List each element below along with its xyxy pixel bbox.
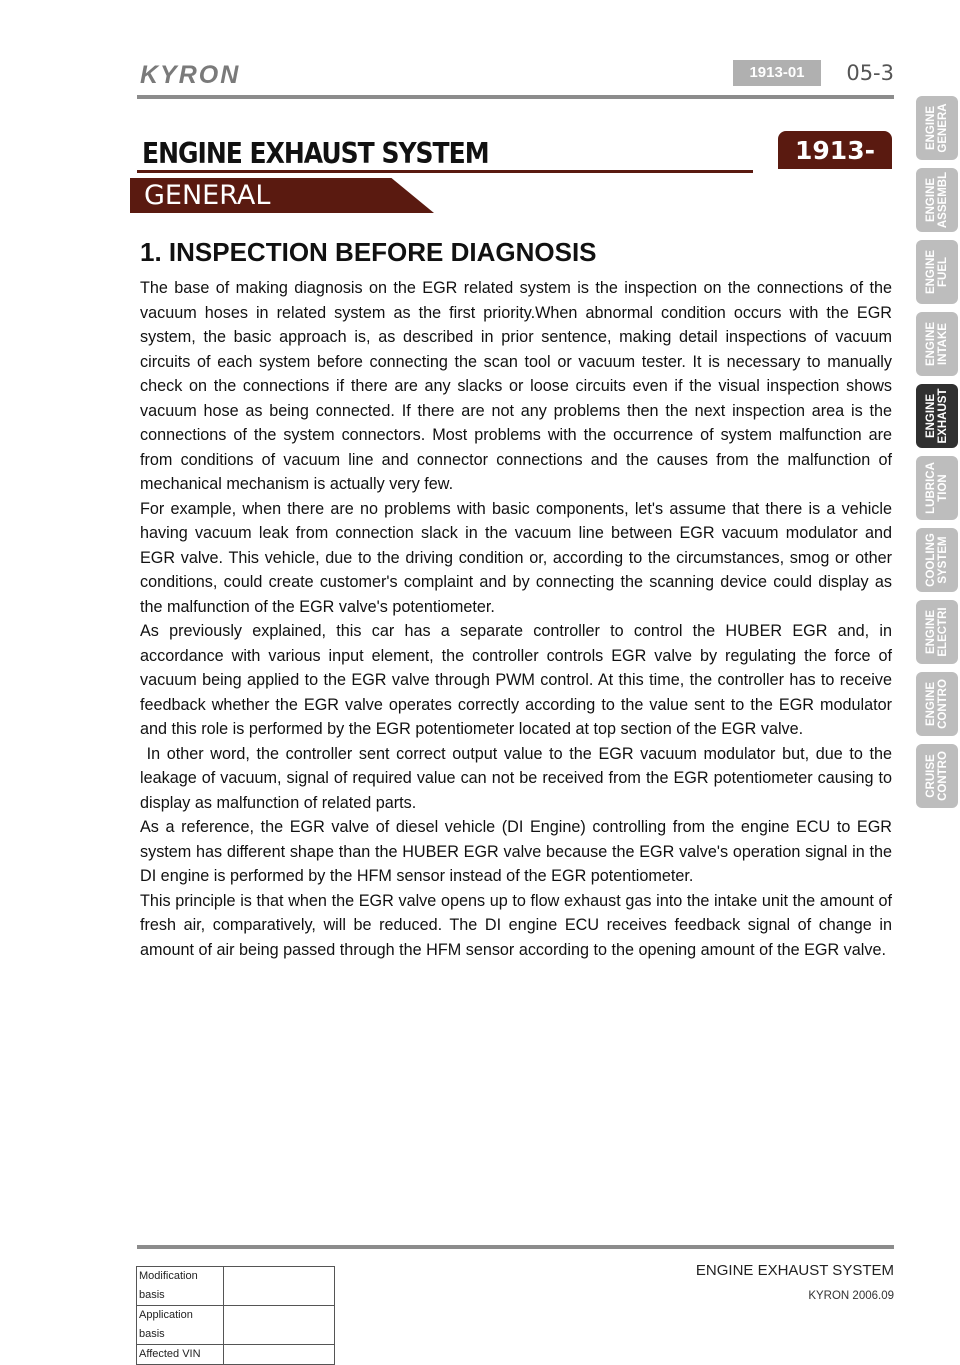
paragraph-4: In other word, the controller sent correct output value to the EGR vacuum modulator but, due to the leakage of vacuum, signal of required value can not be received from the EGR potentiometer causing to display as malfunction of related parts. <box>140 744 897 812</box>
chapter-tab-label: ENGINE EXHAUST <box>925 388 949 444</box>
footer-divider <box>137 1245 894 1249</box>
paragraph-6: This principle is that when the EGR valve opens up to flow exhaust gas into the intake unit the amount of fresh air, comparatively, will be reduced. The DI engine ECU receives feedback signal of change in amount of air being passed through the HFM sensor according to the opening amount of the EGR valve. <box>140 891 892 959</box>
paragraph-1: The base of making diagnosis on the EGR related system is the inspection on the connections of the vacuum hoses in related system as the first priority.When abnormal condition occurs with the EGR system, the basic approach is, as described in prior sentence, making detail inspections of vacuum circuits of each system before connecting the scan tool or vacuum tester. It is necessary to manually check on the connections if there are any slacks or loose circuits even if the visual inspection shows vacuum hose as being connected. If there are not any problems then the next inspection area is the connections of the system connectors. Most problems with the occurrence of system malfunction are from conditions of vacuum line and connector connections and the causes from the malfunction of mechanical mechanism is actually very few. <box>140 279 892 493</box>
chapter-tab-label: LUBRICA TION <box>925 462 949 514</box>
paragraph-2: For example, when there are no problems with basic components, let's assume that there is a vehicle having vacuum leak from connection slack in the vacuum line between EGR vacuum modulator and EGR valve. This vehicle, due to the driving condition or, according to the circumstances, smog or other conditions, could create customer's complaint and by connecting the scanning device could display as the malfunction of the EGR valve's potentiometer. <box>140 499 892 616</box>
header-code-badge: 1913-01 <box>733 60 821 86</box>
chapter-tab-engine-exhaust[interactable] <box>916 384 958 448</box>
chapter-tab-label: COOLING SYSTEM <box>925 533 949 587</box>
page-number: 05-3 <box>846 61 894 85</box>
table-value <box>224 1267 335 1306</box>
chapter-tab-label: CRUISE CONTRO <box>925 751 949 801</box>
footer-subtitle: KYRON 2006.09 <box>808 1290 894 1302</box>
chapter-tab-engine-electrical[interactable] <box>916 600 958 664</box>
section-title: ENGINE EXHAUST SYSTEM <box>142 136 489 171</box>
chapter-tab-engine-assembly[interactable] <box>916 168 958 232</box>
paragraph-3: As previously explained, this car has a separate controller to control the HUBER EGR and, in accordance with various input element, the controller controls EGR valve by regulating the force of vacuum being applied to the EGR valve through PWM control. At this time, the controller has to receive feedback whether the EGR valve operates correctly according to the value sent to the EGR modulator and this role is performed by the EGR potentiometer located at top section of the EGR valve. <box>140 622 892 738</box>
table-row <box>137 1345 335 1365</box>
chapter-tab-lubrication[interactable] <box>916 456 958 520</box>
content-heading: 1. INSPECTION BEFORE DIAGNOSIS <box>140 237 597 267</box>
header-divider <box>137 95 894 99</box>
chapter-tab-engine-control[interactable] <box>916 672 958 736</box>
table-value <box>224 1345 335 1365</box>
table-label: Modification basis <box>137 1267 224 1306</box>
content-body <box>140 276 897 962</box>
table-label: Application basis <box>137 1306 224 1345</box>
chapter-tab-engine-fuel[interactable] <box>916 240 958 304</box>
chapter-tab-engine-general[interactable] <box>916 96 958 160</box>
chapter-tab-label: ENGINE GENERA <box>925 103 949 153</box>
chapter-tab-cruise-control[interactable] <box>916 744 958 808</box>
kyron-logo: KYRON <box>140 61 241 89</box>
general-banner-label: GENERAL <box>144 180 271 211</box>
chapter-tab-label: ENGINE ELECTRI <box>925 607 949 657</box>
footer-title: ENGINE EXHAUST SYSTEM <box>695 1262 894 1279</box>
chapter-tab-cooling-system[interactable] <box>916 528 958 592</box>
modification-info-table <box>136 1266 335 1365</box>
paragraph-5: As a reference, the EGR valve of diesel vehicle (DI Engine) controlling from the engine ECU to EGR system has different shape than the HUBER EGR valve because the EGR valve's operation signal in the DI engine is performed by the HFM sensor instead of the EGR potentiometer. <box>140 818 892 885</box>
table-value <box>224 1306 335 1345</box>
table-row <box>137 1267 335 1306</box>
chapter-tab-label: ENGINE INTAKE <box>925 321 949 367</box>
section-title-underline <box>137 170 753 173</box>
section-code-tab: 1913-01 <box>778 131 892 169</box>
chapter-tab-engine-intake[interactable] <box>916 312 958 376</box>
table-row <box>137 1306 335 1345</box>
chapter-tab-label: ENGINE FUEL <box>925 249 949 295</box>
chapter-tab-label: ENGINE CONTRO <box>925 679 949 729</box>
table-label: Affected VIN <box>137 1345 224 1365</box>
chapter-tab-label: ENGINE ASSEMBL <box>925 171 949 229</box>
